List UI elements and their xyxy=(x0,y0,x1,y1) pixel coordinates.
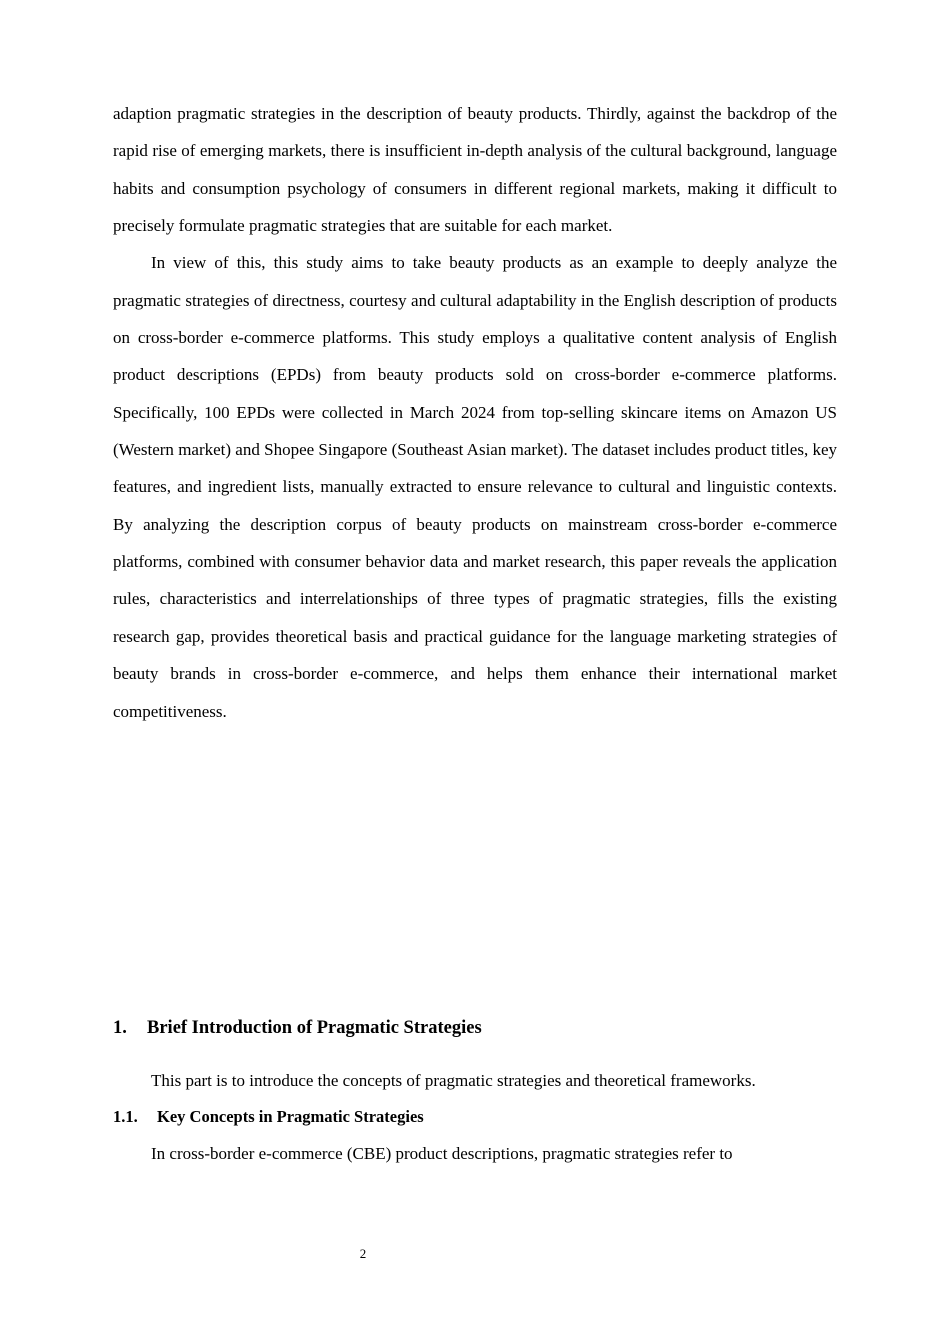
subsection-heading xyxy=(113,1099,837,1135)
subsection-number: 1.1. xyxy=(113,1107,138,1127)
body-paragraph-continuation: adaption pragmatic strategies in the description of beauty products. Thirdly, against the backdrop of the rapid rise of emerging markets, there is insufficient in-depth analysis of the cultural background, language habits and consumption psychology of consumers in different regional markets, making it difficult to precisely formulate pragmatic strategies that are suitable for each market. xyxy=(113,104,837,236)
page-body xyxy=(113,95,837,1173)
subsection-paragraph: In cross-border e-commerce (CBE) product descriptions, pragmatic strategies refer to xyxy=(151,1144,733,1164)
section-heading xyxy=(113,1010,837,1047)
section-title: Brief Introduction of Pragmatic Strategies xyxy=(147,1017,482,1038)
page-number: 2 xyxy=(359,1246,367,1261)
section-spacer xyxy=(113,730,837,1010)
section-intro-paragraph: This part is to introduce the concepts of pragmatic strategies and theoretical frameworks. xyxy=(151,1070,756,1090)
body-paragraph-study-overview: In view of this, this study aims to take beauty products as an example to deeply analyze the pragmatic strategies of directness, courtesy and cultural adaptability in the English description of products on cross-border e-commerce platforms. This study employs a qualitative content analysis of English product descriptions (EPDs) from beauty products sold on cross-border e-commerce platforms. Specifically, 100 EPDs were collected in March 2024 from top-selling skincare items on Amazon US (Western market) and Shopee Singapore (Southeast Asian market). The dataset includes product titles, key features, and ingredient lists, manually extracted to ensure relevance to cultural and linguistic contexts. By analyzing the description corpus of beauty products on mainstream cross-border e-commerce platforms, combined with consumer behavior data and market research, this paper reveals the application rules, characteristics and interrelationships of three types of pragmatic strategies, fills the existing research gap, provides theoretical basis and practical guidance for the language marketing strategies of beauty brands in cross-border e-commerce, and helps them enhance their international market competitiveness. xyxy=(113,253,837,721)
section-number: 1. xyxy=(113,1017,127,1038)
subsection-title: Key Concepts in Pragmatic Strategies xyxy=(157,1107,424,1127)
